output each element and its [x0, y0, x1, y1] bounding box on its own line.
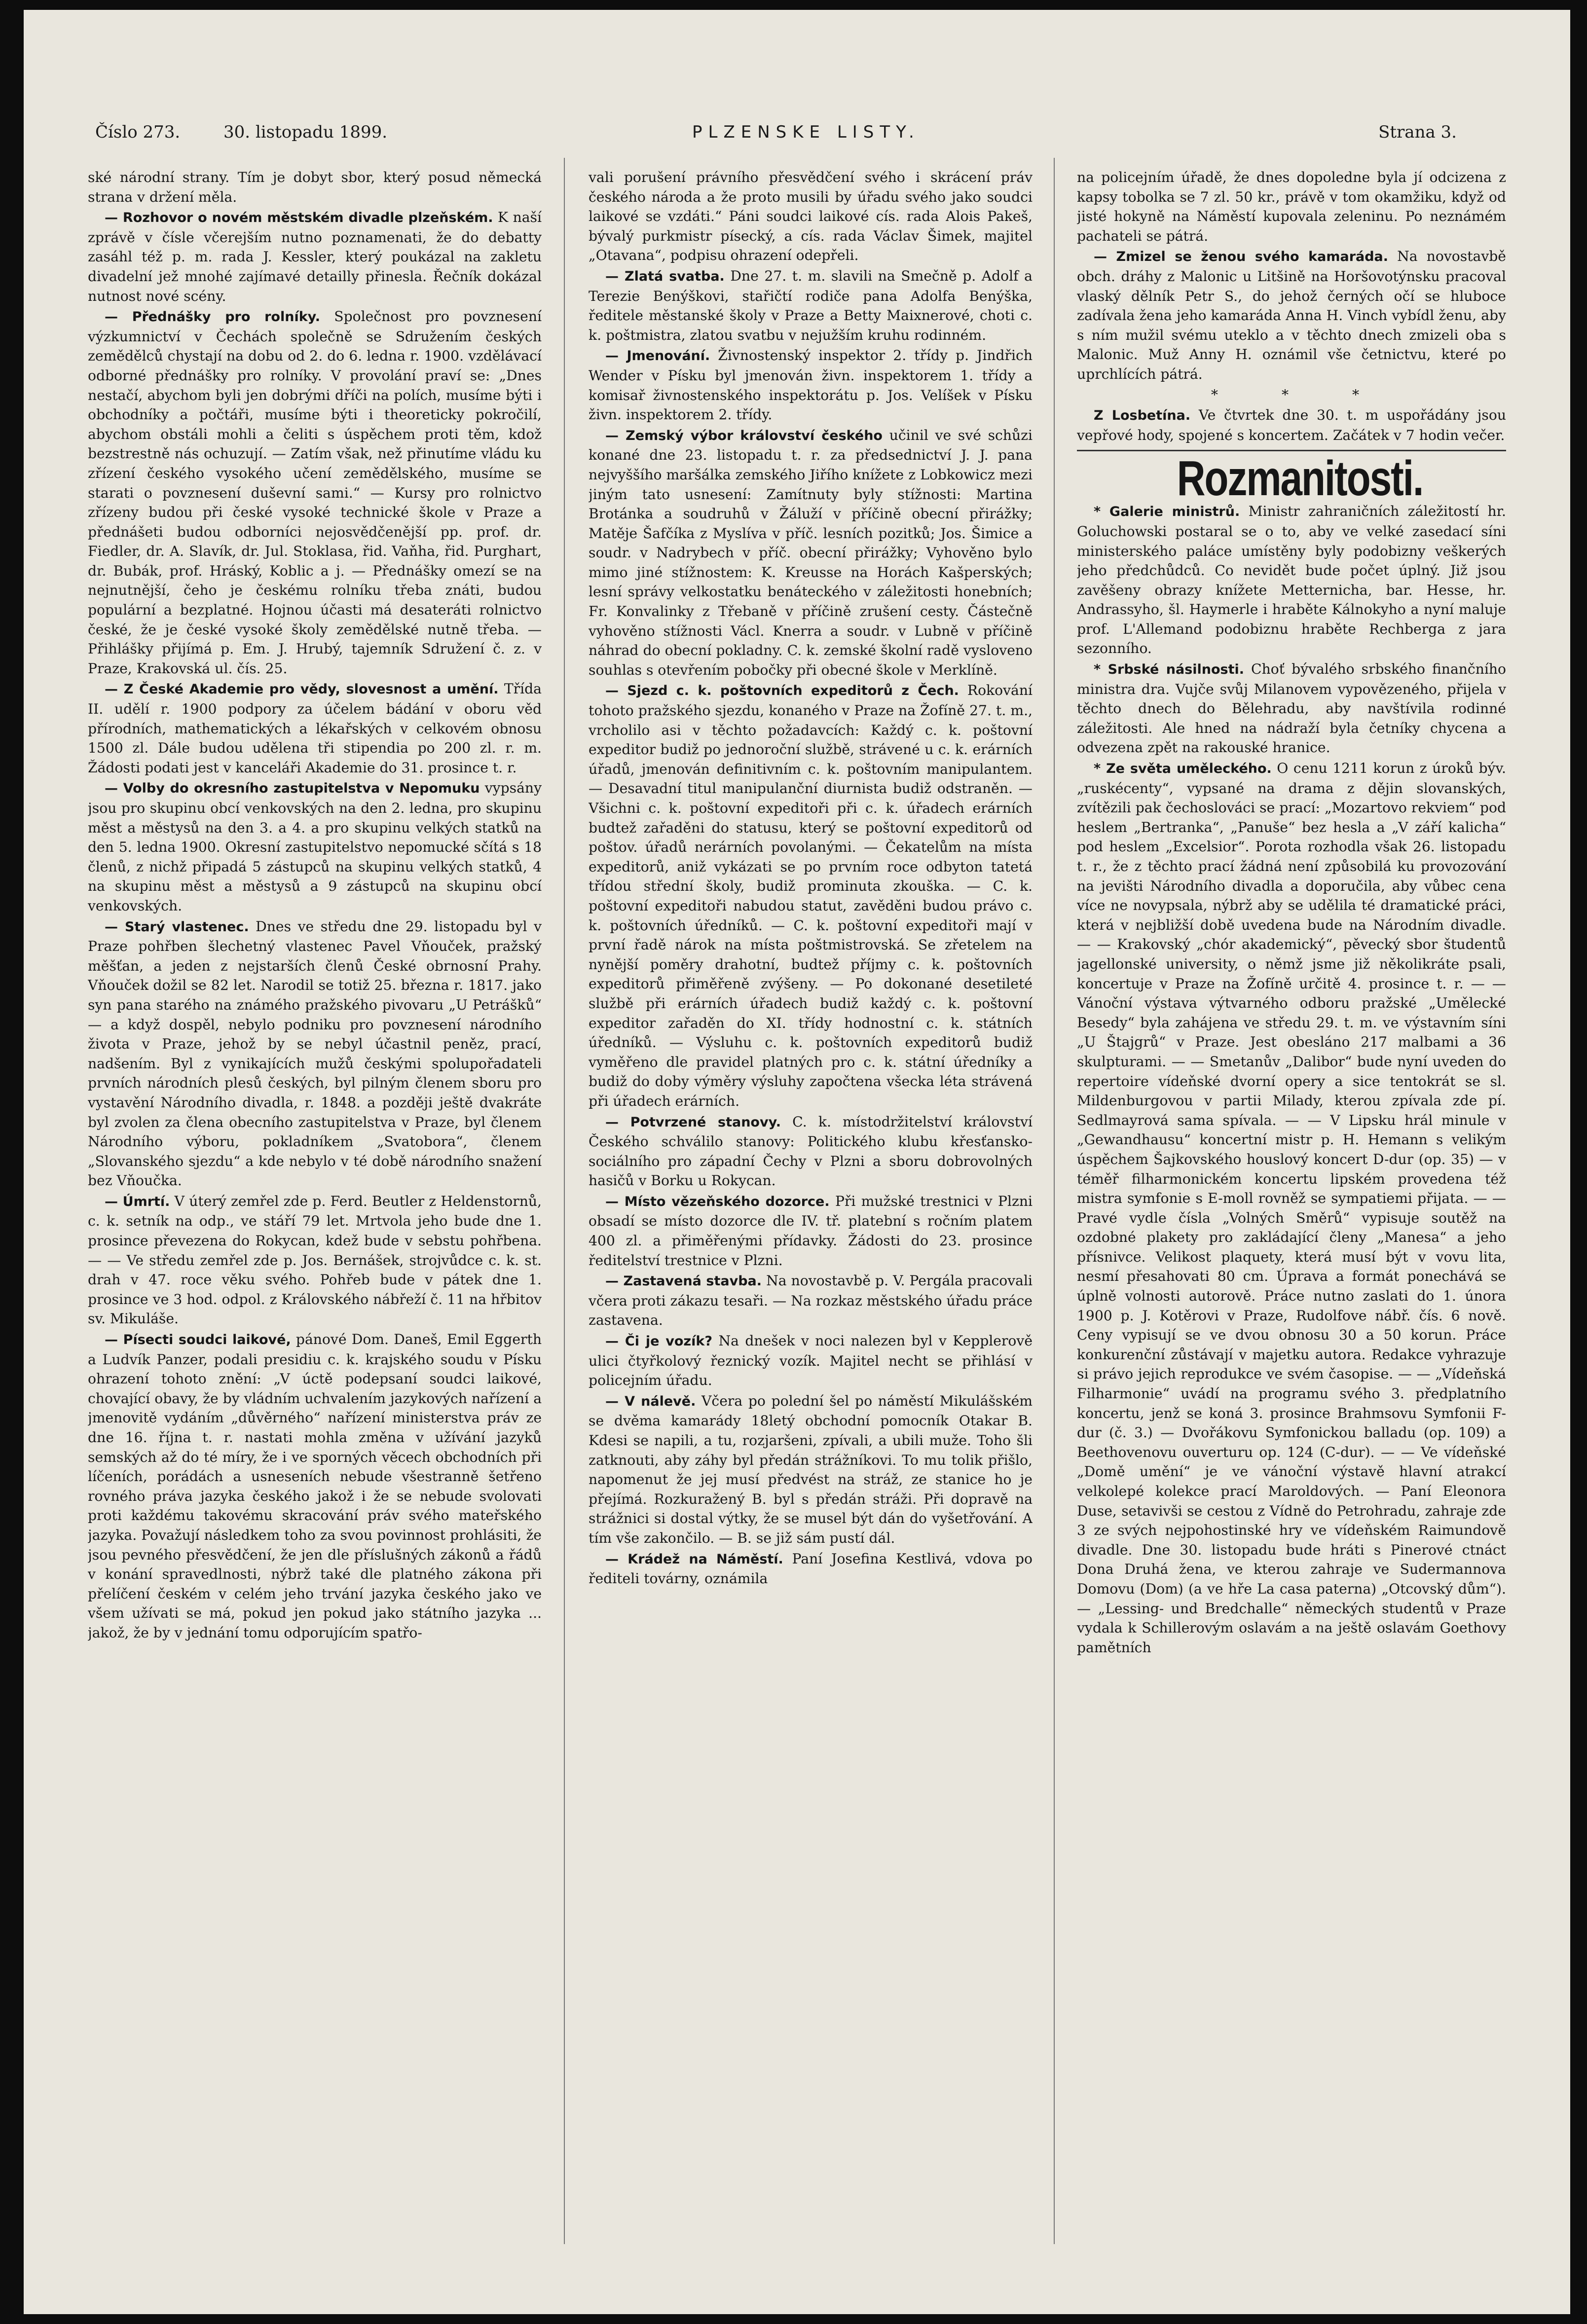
- article-body: Paní Josefina Kestlivá, vdova po řediteli továrny, oznámila: [589, 1550, 1033, 1587]
- article-headline: Z Losbetína.: [1094, 408, 1191, 424]
- article-headline: — Krádež na Náměstí.: [605, 1551, 783, 1567]
- article-body: Na novostavbě obch. dráhy z Malonic u Litšině na Horšovotýnsku pracoval vlaský dělník Petr S., do jehož černých očí se hluboce zadívala žena jeho kamaráda Anna H. Vinch vybídl ženu, aby s ním mužil svému uteklo a v těchto dnech zmizeli oba s Malonic. Muž Anny H. oznámil vše četnictvu, které po uprchlících pátrá.: [1077, 248, 1506, 382]
- article-headline: — Úmrtí.: [105, 1194, 170, 1209]
- article-paragraph: [1077, 759, 1506, 1657]
- section-separator: * * *: [1211, 386, 1389, 403]
- article-body: vali porušení právního přesvědčení svého i skrácení práv českého národa a že proto musili by úřadu svého jako soudci laikové se vzdáti.“ Páni soudci laikové cís. rada Alois Pakeš, bývalý purkmistr písecký, a cís. rada Václav Šimek, majitel „Otavana“, podpisu ohrazení odepřeli.: [589, 169, 1033, 264]
- article-paragraph: [88, 307, 542, 678]
- article-headline: — V nálevě.: [605, 1393, 696, 1409]
- article-paragraph: [1077, 168, 1506, 246]
- article-headline: * Ze světa uměleckého.: [1094, 761, 1272, 777]
- section-title: Rozmanitosti.: [1177, 451, 1423, 506]
- article-body: Dne 27. t. m. slavili na Smečně p. Adolf a Terezie Benýškovi, stařičtí rodiče pana Adolfa Benýška, ředitele městanské školy v Praze a Betty Maixnerové, choti c. k. poštmistra, zlatou svatbu v nejužším kruhu rodinném.: [589, 267, 1033, 343]
- article-body: pánové Dom. Daneš, Emil Eggerth a Ludvík Panzer, podali presidiu c. k. krajského soudu v Písku ohrazení tohoto znění: „V úctě podepsaní soudci laikové, chovající obavy, že by vládním uchvalením jazykových nařízení a jmenovitě vydáním „důvěrného“ nařízení ministerstva práv ze dne 16. října t. r. nastati mohla změna v užívání jazyků semských až do té míry, že i ve sporných věcech obchodních při líčeních, porádách a usneseních nebude všestranně šetřeno rovného práva jazyka českého jakož i že se nebude svolovati proti každému takovému skracování práv svého mateřského jazyka. Považují následkem toho za svou povinnost prohlásiti, že jsou pevného přesvědčení, že jen dle příslušných zákonů a řádů v konání spravedlnosti, nýbrž také dle platného zákona při přelíčení českém v celém jeho trvání jazyka českého jako ve všem užívati se má, pokud jen pokud jako státního jazyka ... jakož, že by v jednání tomu odporujícím spatřo-: [88, 1331, 542, 1641]
- article-body: K naší zprávě v čísle včerejším nutno poznamenati, že do debatty zasáhl též p. m. rada J. Kessler, který poukázal na zakletu divadelní jež mnohé zajímavé detailly přinesla. Řečník dokázal nutnost nové scény.: [88, 209, 542, 304]
- article-body: vypsány jsou pro skupinu obcí venkovských na den 2. ledna, pro skupinu měst a městysů na den 3. a 4. a pro skupinu velkých statků na den 5. ledna 1900. Okresní zastupitelstvo nepomucké sčítá s 18 členů, z nichž připadá 5 zástupců na skupinu velkých statků, 4 na skupinu měst a městysů a 9 zástupců na skupinu obcí venkovských.: [88, 780, 542, 914]
- article-body: Na novostavbě p. V. Pergála pracovali včera proti zákazu tesaři. — Na rozkaz městského úřadu práce zastavena.: [589, 1272, 1033, 1329]
- article-paragraph: [88, 917, 542, 1191]
- article-body: Třída II. udělí r. 1900 podpory za účelem bádání v oboru věd přírodních, mathematických a lékařských v celkovém obnosu 1500 zl. Dále budou udělena tři stipendia po 200 zl. r. m. Žádosti podati jest v kanceláři Akademie do 31. prosince t. r.: [88, 681, 542, 776]
- issue-number: Číslo 273.: [95, 122, 181, 142]
- article-body: Dnes ve středu dne 29. listopadu byl v Praze pohřben šlechetný vlastenec Pavel Vňouček, pražský měšťan, a jeden z nejstarších členů České obrnosní Prahy. Vňouček dožil se 82 let. Narodil se totiž 25. března r. 1817. jako syn pana starého na známého pražského pivovaru „U Petrášků“ — a když dospěl, nebylo podniku pro povznesení národního života v Praze, jehož by se nebyl účastnil peněz, prací, nadšením. Byl z vynikajících mužů českými spolupořadateli prvních národních plesů českých, byl pilným členem sboru pro vystavění Národního divadla, r. 1848. a později ještě dvakráte byl zvolen za člena obecního zastupitelstva v Praze, byl členem Národního výboru, pokladníkem „Svatobora“, členem „Slovanského sjezdu“ a kde nebylo v té době národního snažení bez Vňoučka.: [88, 918, 542, 1189]
- article-body: Včera po polední šel po náměstí Mikulášském se dvěma kamarády 18letý obchodní pomocník Otakar B. Kdesi se napili, a tu, rozjaršeni, zpívali, a ubili muže. Toho šli zatknouti, aby záhy byl předán strážníkovi. To mu tolik přišlo, napomenut že jej musí předvést na stráž, ze stanice ho je přejímá. Rozkuražený B. byl s předán stráži. Při dopravě na strážnici si dostal výtky, že se musel být dán do vyšetřování. A tím vše zakončilo. — B. se již sám pustí dál.: [589, 1392, 1033, 1546]
- article-headline: — Přednášky pro rolníky.: [105, 309, 321, 325]
- article-headline: — Písecti soudci laikové,: [105, 1332, 291, 1348]
- column-rule: [564, 158, 565, 2244]
- article-paragraph: [88, 168, 542, 207]
- newspaper-page: [24, 10, 1570, 2314]
- article-body: O cenu 1211 korun z úroků býv. „ruskécenty“, vypsané na drama z dějin slovanských, zvítězili pak čechoslováci se prací: „Mozartovo rekviem“ pod heslem „Bertranka“, „Panuše“ bez hesla a „V září kalicha“ pod heslem „Excelsior“. Porota rozhodla však 26. listopadu t. r., že z těchto prací žádná není způsobilá ku provozování na jevišti Národního divadla a doporučila, aby vůbec cena více ne novypsala, nýbrž aby se udělila té dramatické práci, která v nejbližší době uvedena bude na Národním divadle. — — Krakovský „chór akademický“, pěvecký sbor študentů jagellonské university, o němž jsme již několikráte psali, koncertuje v Praze na Žofíně určitě 4. prosince t. r. — — Vánoční výstava výtvarného odboru pražské „Umělecké Besedy“ byla zahájena ve středu 29. t. m. ve výstavním síni „U Štajgrů“ v Praze. Jest obesláno 217 malbami a 36 skulpturami. — — Smetanův „Dalibor“ bude nyní uveden do repertoire vídeňské dvorní opery a sice tentokrát se sl. Mildenburgovou v partii Milady, kterou zpívala zde pí. Sedlmayrová sama spívala. — — V Lipsku hrál minule v „Gewandhausu“ koncertní mistr p. H. Hemann s velikým úspěchem Šajkovského houslový koncert D-dur (op. 35) — v téměř filharmonickém koncertu lipském provedena též mistra symfonie s E-moll rovněž se sympatiemi přijata. — — Pravé vydle čísla „Volných Směrů“ vypisuje soutěž na ozdobné plakety pro zakládající členy „Manesa“ a jeho přísnivce. Velikost plaquety, která musí být v vovu lita, nesmí přesahovati 80 cm. Úprava a formát ponechává se úplně volnosti autorově. Práce nutno zaslati do 1. února 1900 p. J. Kotěrovi v Praze, Rudolfove nábř. čís. 6 nově. Ceny vypisují se ve dvou obnosu 30 a 50 korun. Práce konkurenční zůstávají v majetku autora. Redakce vyhrazuje si právo jejich reprodukce ve svém časopise. — — „Vídeňská Filharmonie“ uvádí na programu svého 3. předplatního koncertu, jenž se koná 3. prosince Brahmsovu Symfonii F-dur (č. 3.) — Dvořákovu Symfonickou balladu (op. 109) a Beethovenovu ouverturu op. 124 (C-dur). — — Ve vídeňské „Domě umění“ je ve vánoční výstavě hlavní atrakcí velkolepé kolekce prací Maroldových. — Paní Eleonora Duse, setavivši se cestou z Vídně do Petrohradu, zahraje zde 3 ze svých nejpohostinské hry ve vídeňském Raimundově divadle. Dne 30. listopadu bude hráti s Pinerové ctnáct Dona Druhá žena, ve kterou zahraje ve Sudermannova Domovu (Dom) (a ve hře La casa paterna) „Otcovský dům“). — „Lessing- und Bredchalle“ německých studentů v Praze vydala k Schillerovým oslavám a na ještě oslavám Goethovy pamětních: [1077, 760, 1506, 1656]
- article-paragraph: [589, 1549, 1033, 1589]
- newspaper-title: PLZENSKE LISTY.: [692, 122, 920, 142]
- article-paragraph: [589, 1391, 1033, 1548]
- article-paragraph: [88, 1192, 542, 1329]
- article-paragraph: [88, 208, 542, 306]
- article-paragraph: [1077, 659, 1506, 758]
- article-headline: — Zemský výbor království českého: [605, 428, 883, 443]
- article-headline: — Z České Akademie pro vědy, slovesnost a umění.: [105, 682, 499, 697]
- article-body: Společnost pro povznesení výzkumnictví v Čechách společně se Sdružením českých zemědělců chystají na dobu od 2. do 6. ledna r. 1900. vzdělávací odborné přednášky pro rolníky. V provolání praví se: „Dnes nestačí, abychom byli jen dobrými dříči na polích, musíme býti i obchodníky a počtáři, musíme býti i theoreticky pokročilí, abychom obstáli mohli a čeliti s úspěchem proti těm, kdož bezstrestně nás ochuzují. — Zatím však, než přinutíme vládu ku zřízení českého vysokého učení zemědělského, musíme se starati o povznesení duševní sami.“ — Kursy pro rolnictvo zřízeny budou při české vysoké technické škole v Praze a přednášeti budou odborníci nejosvědčenější pp. prof. dr. Fiedler, dr. A. Slavík, dr. Jul. Stoklasa, řid. Vaňha, řid. Purghart, dr. Bubák, prof. Hráský, Koblic a j. — Přednášky omezí se na nejnutnější, čeho je českému rolníku třeba znáti, budou populární a bezplatné. Hojnou účasti má desateráti rolnictvo české, že je české vysoké školy zemědělské nutně třeba. — Přihlášky přijímá p. Em. J. Hrubý, tajemník Sdružení č. z. v Praze, Krakovská ul. čís. 25.: [88, 308, 542, 677]
- article-paragraph: [589, 1112, 1033, 1191]
- page-number: Strana 3.: [1378, 122, 1457, 142]
- article-headline: — Zmizel se ženou svého kamaráda.: [1094, 249, 1389, 265]
- article-headline: — Starý vlastenec.: [105, 919, 249, 935]
- article-paragraph: [1077, 405, 1506, 445]
- article-headline: — Místo vězeňského dozorce.: [605, 1194, 830, 1209]
- article-body: Ministr zahraničních záležitostí hr. Goluchowski postaral se o to, aby ve velké zasedací síni ministerského paláce umístěny byly podobizny veškerých jeho předchůdců. Co nevidět bude počet úplný. Již jsou zavěšeny obrazy knížete Metternicha, bar. Hesse, hr. Andrassyho, šl. Haymerle i hraběte Kálnokyho a nyní maluje prof. L'Allemand podobiznu hraběte Rechberga z jara sezonního.: [1077, 503, 1506, 657]
- column-2: [589, 168, 1033, 2239]
- article-headline: — Potvrzené stanovy.: [605, 1114, 781, 1130]
- article-paragraph: [1077, 502, 1506, 658]
- article-body: ské národní strany. Tím je dobyt sbor, který posud německá strana v držení měla.: [88, 169, 542, 205]
- article-body: učinil ve své schůzi konané dne 23. listopadu t. r. za předsednictví J. J. pana nejvyššího maršálka zemského Jiřího knížete z Lobkowicz mezi jiným tato usnesení: Zamítnuty byly stížnosti: Martina Brotánka a soudruhů v Žáluží v příčině obecní přirážky; Matěje Šafčíka z Myslíva v příč. lesních pozitků; Jos. Šimice a soudr. v Nadrybech v příč. obecní přirážky; Vyhověno bylo mimo jiné stížnostem: K. Kreusse na Horách Kašperských; lesní správy velkostatku benáteckého v záležitosti honebních; Fr. Konvalinky z Třebaně v příčině zrušení cesty. Částečně vyhověno stížnosti Václ. Knerra a soudr. v Lubně v příčině náhrad do obecní pokladny. C. k. zemské školní radě vysloveno souhlas s otevřením pobočky při obecné škole v Merklíně.: [589, 427, 1033, 678]
- column-3: [1077, 168, 1506, 2239]
- article-paragraph: [589, 346, 1033, 424]
- article-body: Živnostenský inspektor 2. třídy p. Jindřich Wender v Písku byl jmenován živn. inspektorem 1. třídy a komisař živnostenského inspektorátu p. Jos. Velíšek v Písku živn. inspektorem 2. třídy.: [589, 347, 1033, 423]
- article-body: na policejním úřadě, že dnes dopoledne byla jí odcizena z kapsy tobolka se 7 zl. 50 kr., právě v tom okamžiku, když od jisté hokyně na Náměstí kupovala zeleninu. Po neznámém pachateli se pátrá.: [1077, 169, 1506, 244]
- article-paragraph: [88, 778, 542, 915]
- article-paragraph: [589, 266, 1033, 345]
- article-headline: — Sjezd c. k. poštovních expeditorů z Čech.: [605, 683, 959, 699]
- article-body: Choť bývalého srbského finančního ministra dra. Vujče svůj Milanovem vypovězeného, přijela v těchto dnech do Bělehradu, aby navštívila rodinné záležitosti. Ale hned na nádraží byla četníky chycena a odvezena zpět na rakouské hranice.: [1077, 661, 1506, 756]
- article-headline: — Zastavená stavba.: [605, 1273, 762, 1289]
- article-paragraph: [589, 1271, 1033, 1330]
- article-paragraph: [88, 679, 542, 777]
- article-body: Rokování tohoto pražského sjezdu, konaného v Praze na Žofíně 27. t. m., vrcholilo asi v těchto požadavcích: Každý c. k. poštovní expeditor budiž po jednoroční službě, strávené u c. k. erárních úřadů, jmenován definitivním c. k. poštovním manipulantem. — Desavadní titul manipulanční diurnista budiž odstraněn. — Všichni c. k. poštovní expeditoři při c. k. úřadech erárních budtež zařaděni do statusu, který se poštovní expeditorů od poštov. úřadů nerárních povolanými. — Čekatelům na místa expeditorů, aniž vykázati se po prvním roce odbyton tatetá třídou střední školy, budiž prominuta zkouška. — C. k. poštovní expeditoři nabudou statut, zavěděni budou právo c. k. poštovních úředníků. — C. k. poštovní expeditoři mají v první řadě nárok na místa poštmistrovská. Se zřetelem na nynější poměry drahotní, budtež příjmy c. k. poštovních expeditorů přiměřeně zvýšeny. — Po dokonané desetileté službě při erárních úřadech budiž každý c. k. poštovní expeditor zařaděn do XI. třídy hodnostní c. k. státních úředníků. — Výsluhu c. k. poštovních expeditorů budiž vyměřeno dle pravidel platných pro c. k. státní úředníky a budiž do doby výměry výsluhy započtena všecka léta strávená při úřadech erárních.: [589, 682, 1033, 1109]
- article-headline: * Srbské násilnosti.: [1094, 662, 1245, 678]
- article-body: C. k. místodržitelství království Českého schválilo stanovy: Politického klubu křesťansko-sociálního pro západní Čechy v Plzni a sboru dobrovolných hasičů v Borku u Rokycan.: [589, 1113, 1033, 1189]
- article-paragraph: [88, 1330, 542, 1643]
- article-body: V úterý zemřel zde p. Ferd. Beutler z Heldenstornů, c. k. setník na odp., ve stáří 79 let. Mrtvola jeho bude dne 1. prosince převezena do Rokycan, kdež bude v sebstu pohřbena. — — Ve středu zemřel zde p. Jos. Bernášek, strojvůdce c. k. st. drah v 47. roce věku svého. Pohřeb bude v pátek dne 1. prosince ve 3 hod. odpol. z Královského nábřeží č. 11 na hřbitov sv. Mikuláše.: [88, 1193, 542, 1327]
- article-paragraph: [1077, 247, 1506, 384]
- article-body: Ve čtvrtek dne 30. t. m uspořádány jsou vepřové hody, spojené s koncertem. Začátek v 7 hodin večer.: [1077, 407, 1506, 443]
- article-paragraph: [589, 1331, 1033, 1390]
- column-1: [88, 168, 542, 2239]
- article-paragraph: [589, 426, 1033, 680]
- article-body: Na dnešek v noci nalezen byl v Kepplerově ulici čtyřkolový řeznický vozík. Majitel necht se přihlásí v policejním úřadu.: [589, 1333, 1033, 1389]
- article-headline: — Či je vozík?: [605, 1334, 713, 1349]
- article-headline: * Galerie ministrů.: [1094, 504, 1240, 520]
- page-header: [95, 117, 1457, 152]
- column-rule: [1054, 158, 1055, 2244]
- article-body: Při mužské trestnici v Plzni obsadí se místo dozorce dle IV. tř. platební s ročním platem 400 zl. a přiměřenými přídavky. Žádosti do 23. prosince ředitelství trestnice v Plzni.: [589, 1193, 1033, 1269]
- article-headline: — Zlatá svatba.: [605, 268, 725, 284]
- issue-date: 30. listopadu 1899.: [223, 122, 388, 142]
- article-paragraph: [589, 681, 1033, 1111]
- article-paragraph: [589, 168, 1033, 265]
- article-headline: — Jmenování.: [605, 348, 710, 364]
- article-headline: — Volby do okresního zastupitelstva v Nepomuku: [105, 781, 480, 797]
- article-headline: — Rozhovor o novém městském divadle plzeňském.: [105, 210, 493, 226]
- article-paragraph: [589, 1192, 1033, 1270]
